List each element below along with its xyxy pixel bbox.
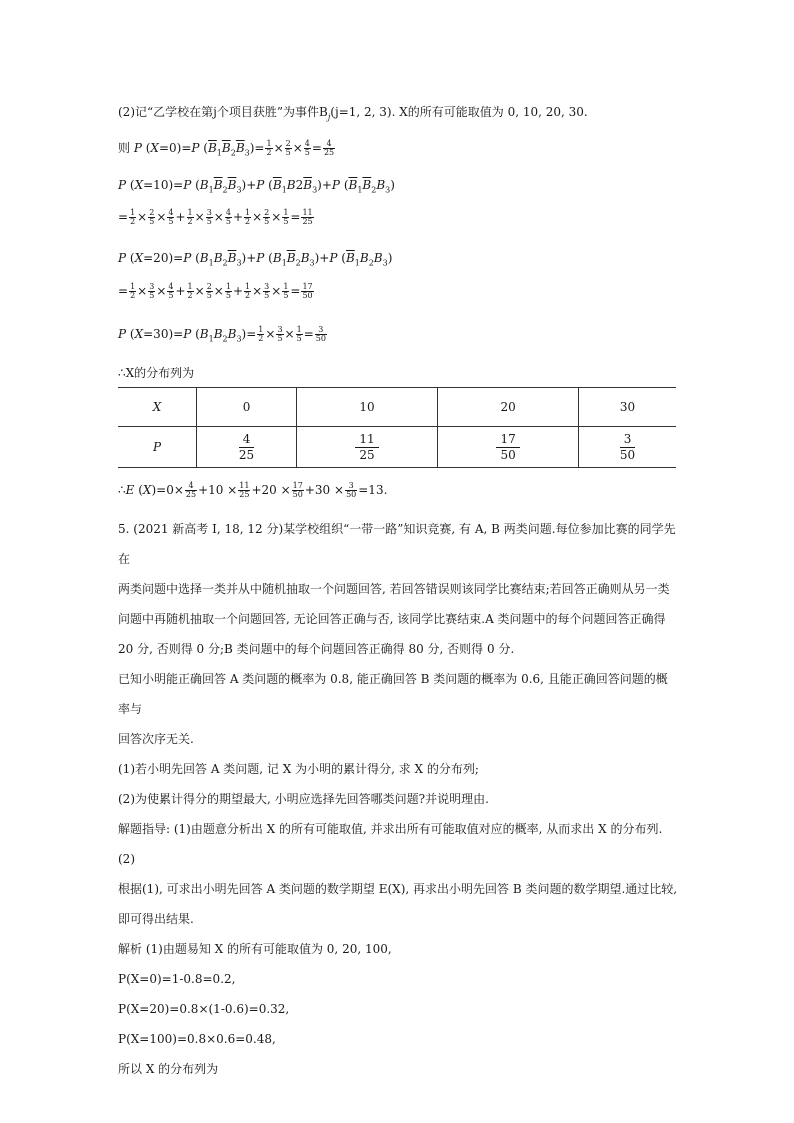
question-1: (1)若小明先回答 A 类问题, 记 X 为小明的累计得分, 求 X 的分布列; — [118, 762, 479, 776]
solution-text: 所以 X 的分布列为 — [118, 1062, 219, 1076]
table-row-values — [118, 388, 676, 427]
expectation-formula: ∴E (X)=0× $\frac{4}{25}$ +10 × $\frac{11}{25}$ +20 × $\frac{17}{50}$ +30 × $\frac{3}{50}$ =13. — [118, 481, 388, 499]
problem-text: 已知小明能正确回答 A 类问题的概率为 0.8, 能正确回答 B 类问题的概率为 0.6, 且能正确回答问题的概率与 — [118, 672, 668, 716]
formula-p20-expanded: = $\frac{1}{2}$ × $\frac{3}{5}$ × $\frac{4}{5}$ + $\frac{1}{2}$ × $\frac{2}{5}$ × $\frac{1}{5}$ + $\frac{1}{2}$ × $\frac{3}{5}$ × $\frac{1}{5}$ = $\frac{17}{50}$ — [118, 282, 313, 300]
table-row-probs — [118, 427, 676, 468]
prob-denominator: 50 — [619, 447, 636, 462]
table-cell-prob — [297, 427, 438, 468]
table-cell-value: 20 — [438, 388, 579, 427]
table-cell-value: 10 — [297, 388, 438, 427]
problem-text: 问题中再随机抽取一个问题回答, 无论回答正确与否, 该同学比赛结束.A 类问题中的每个问题回答正确得 — [118, 612, 666, 626]
table-cell-value: 30 — [579, 388, 676, 427]
solution-text: P(X=0)=1-0.8=0.2, — [118, 972, 236, 986]
prob-denominator: 50 — [500, 447, 516, 462]
table-header-p: P — [118, 427, 197, 468]
problem-text: 5. (2021 新高考 Ⅰ, 18, 12 分)某学校组织“一带一路”知识竞赛, 有 A, B 两类问题.每位参加比赛的同学先在 — [118, 522, 676, 566]
table-cell-prob — [197, 427, 297, 468]
table-cell-value: 0 — [197, 388, 297, 427]
formula-p30: P (X=30)=P $(B_1B_2B_3)=$ $\frac{1}{2}$ × $\frac{3}{5}$ × $\frac{1}{5}$ = $\frac{3}{50}$ — [118, 325, 326, 344]
solution-text: 解析 (1)由题易知 X 的所有可能取值为 0, 20, 100, — [118, 942, 392, 956]
guide-text: 解题指导: (1)由题意分析出 X 的所有可能取值, 并求出所有可能取值对应的概率, 从而求出 X 的分布列. (2) — [118, 822, 663, 866]
section2-intro-text-2: (j=1, 2, 3). X的所有可能取值为 0, 10, 20, 30. — [330, 105, 588, 119]
prob-numerator: 4 — [239, 432, 255, 448]
prob-numerator: 17 — [496, 432, 519, 448]
formula-p10-expanded: = $\frac{1}{2}$ × $\frac{2}{5}$ × $\frac{4}{5}$ + $\frac{1}{2}$ × $\frac{3}{5}$ × $\frac{4}{5}$ + $\frac{1}{2}$ × $\frac{2}{5}$ × $\frac{1}{5}$ = $\frac{11}{25}$ — [118, 208, 313, 226]
solution-text: P(X=20)=0.8×(1-0.6)=0.32, — [118, 1002, 290, 1016]
problem-text: 两类问题中选择一类并从中随机抽取一个问题回答, 若回答错误则该同学比赛结束;若回答正确则从另一类 — [118, 582, 670, 596]
expectation-result: =13. — [358, 483, 388, 497]
formula-p20: P (X=20)=P $(B_1B_2\overline{B}_3)+P$ $(B_1\overline{B}_2B_3)+P$ $(\overline{B}_1B_2B_3)$ — [118, 251, 393, 268]
formula-p0: 则 P (X=0)=P $(\overline{B}_1\overline{B}_2\overline{B}_3)=$ $\frac{1}{2}$ × $\frac{2}{5}$ × $\frac{4}{5}$ = $\frac{4}{25}$ — [118, 139, 335, 158]
prob-numerator: 11 — [355, 432, 378, 448]
question-2: (2)为使累计得分的期望最大, 小明应选择先回答哪类问题?并说明理由. — [118, 792, 489, 806]
distribution-table — [118, 387, 676, 468]
table-header-x: X — [118, 388, 197, 427]
solution-text: P(X=100)=0.8×0.6=0.48, — [118, 1032, 276, 1046]
prob-denominator: 25 — [238, 447, 255, 462]
problem-5 — [118, 514, 678, 1084]
problem-text: 20 分, 否则得 0 分;B 类问题中的每个问题回答正确得 80 分, 否则得 0 分. — [118, 642, 515, 656]
table-cell-prob — [579, 427, 676, 468]
section2-intro-text: (2)记“乙学校在第j个项目获胜”为事件B — [118, 105, 328, 119]
formula-p10: P (X=10)=P $(B_1\overline{B}_2\overline{B}_3)+P$ $(\overline{B}_1B2\overline{B}_3)+P$ $(\overline{B}_1\overline{B}_2B_3)$ — [118, 178, 395, 195]
section2-intro: (2)记“乙学校在第j个项目获胜”为事件$B_j(j=1$, 2, 3). X的所有可能取值为 0, 10, 20, 30. — [118, 105, 588, 122]
table-cell-prob — [438, 427, 579, 468]
prob-numerator: 3 — [620, 432, 636, 448]
distribution-intro: ∴X的分布列为 — [118, 366, 195, 380]
guide-text: 即可得出结果. — [118, 912, 194, 926]
prob-denominator: 25 — [359, 447, 375, 462]
guide-text: 根据(1), 可求出小明先回答 A 类问题的数学期望 E(X), 再求出小明先回答 B 类问题的数学期望.通过比较, — [118, 882, 678, 896]
problem-text: 回答次序无关. — [118, 732, 194, 746]
